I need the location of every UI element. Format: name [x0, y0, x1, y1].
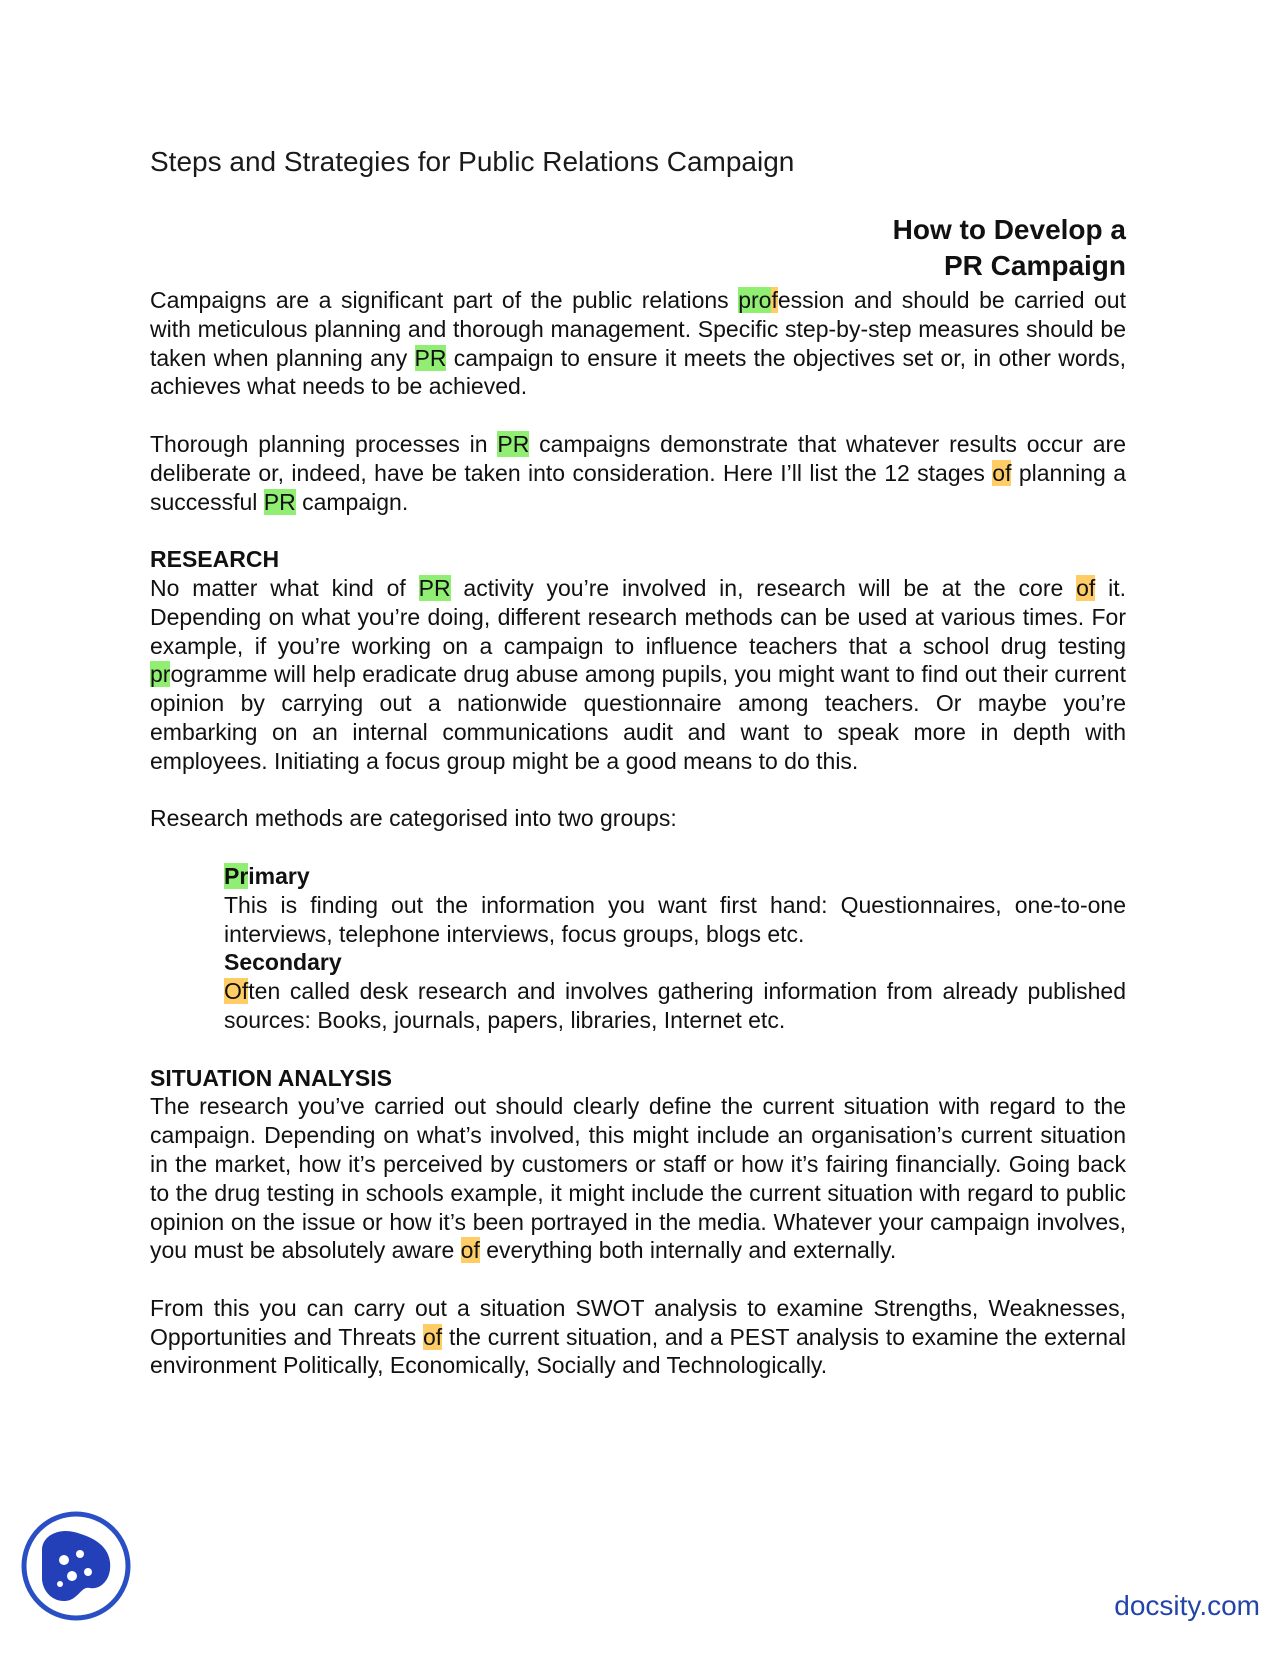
text-run: planning a successful: [150, 459, 1126, 515]
heading-line-1: How to Develop a: [892, 214, 1126, 245]
text-run: it. Depending on what you’re doing, different research methods can be used at various times. For example, if you’re working on a campaign to influence teachers that a school drug testing: [150, 574, 1127, 659]
highlight-green: PR: [497, 430, 530, 457]
text-run: campaigns demonstrate that whatever results occur are deliberate or, indeed, have be taken into consideration. Here I’ll list the 12 stages: [150, 430, 1126, 486]
highlight-green: Pr: [224, 862, 249, 889]
highlight-orange: of: [423, 1323, 443, 1350]
section-title-situation-analysis: SITUATION ANALYSIS: [150, 1064, 392, 1091]
highlight-orange: of: [1076, 574, 1096, 601]
highlight-green: PR: [418, 574, 451, 601]
text-run: No matter what kind of: [150, 574, 419, 601]
text-run: The research you’ve carried out should clearly define the current situation with regard to the campaign. Depending on what’s involved, this might include an organisation’s current situation in the market, how it’s perceived by customers or staff or how it’s fairing financially. Going back to the drug testing in schools example, it might include the current situation with regard to public opinion on the issue or how it’s been portrayed in the media. Whatever your campaign involves, you must be absolutely aware: [150, 1093, 1126, 1264]
text-run: everything both internally and externally.: [479, 1237, 897, 1264]
text-run: campaign to ensure it meets the objectives set or, in other words, achieves what needs to be achieved.: [150, 344, 1126, 400]
situation-paragraph-2: [150, 1294, 1126, 1380]
text-run: ession and should be carried out with meticulous planning and thorough management. Specific step-by-step measures should be taken when planning any: [150, 287, 1126, 371]
highlight-orange: Of: [224, 978, 249, 1005]
text-run: campaign.: [295, 488, 409, 515]
research-paragraph-1: [150, 574, 1126, 776]
article-heading: [893, 212, 1126, 284]
text-run: the current situation, and a PEST analysis to examine the external environment Politically, Economically, Socially and Technologically.: [150, 1323, 1126, 1379]
text-run: ogramme will help eradicate drug abuse among pupils, you might want to find out their current opinion by carrying out a nationwide questionnaire among teachers. Or maybe you’re embarking on an internal communications audit and want to speak more in depth with employees. Initiating a focus group might be a good means to do this.: [150, 661, 1126, 774]
text-run: ten called desk research and involves gathering information from already published sources: Books, journals, papers, libraries, Internet etc.: [224, 978, 1126, 1033]
highlight-orange: of: [992, 459, 1012, 486]
text-run: imary: [248, 862, 310, 889]
highlight-orange: f: [771, 287, 778, 313]
intro-paragraph-1: [150, 286, 1126, 401]
docsity-brand-link[interactable]: docsity.com: [1114, 1590, 1260, 1621]
highlight-green: PR: [414, 344, 447, 371]
document-body: [150, 286, 1126, 1380]
text-run: From this you can carry out a situation SWOT analysis to examine Strengths, Weaknesses, Opportunities and Threats: [150, 1294, 1126, 1350]
research-methods-list: [224, 862, 1126, 1035]
secondary-title: Secondary: [224, 949, 342, 976]
docsity-logo-icon[interactable]: [20, 1510, 132, 1622]
research-paragraph-2: Research methods are categorised into two groups:: [150, 805, 677, 832]
page-title: Steps and Strategies for Public Relations Campaign: [150, 146, 795, 177]
intro-paragraph-2: [150, 430, 1126, 516]
highlight-orange: of: [460, 1237, 480, 1264]
text-run: activity you’re involved in, research will be at the core: [450, 574, 1077, 601]
highlight-green: PR: [263, 488, 296, 515]
secondary-text: [224, 977, 1126, 1035]
section-title-research: RESEARCH: [150, 546, 280, 573]
situation-paragraph-1: [150, 1092, 1126, 1265]
docsity-logo-graphic: [20, 1510, 132, 1622]
text-run: Campaigns are a significant part of the public relations: [150, 287, 739, 313]
primary-title: [224, 862, 1126, 891]
text-run: Thorough planning processes in: [150, 430, 498, 457]
heading-line-2: PR Campaign: [943, 250, 1126, 281]
highlight-green: pro: [738, 287, 772, 313]
primary-text: This is finding out the information you want first hand: Questionnaires, one-to-one interviews, telephone interviews, focus groups, blogs etc.: [224, 891, 1126, 947]
highlight-green: pr: [150, 661, 171, 688]
